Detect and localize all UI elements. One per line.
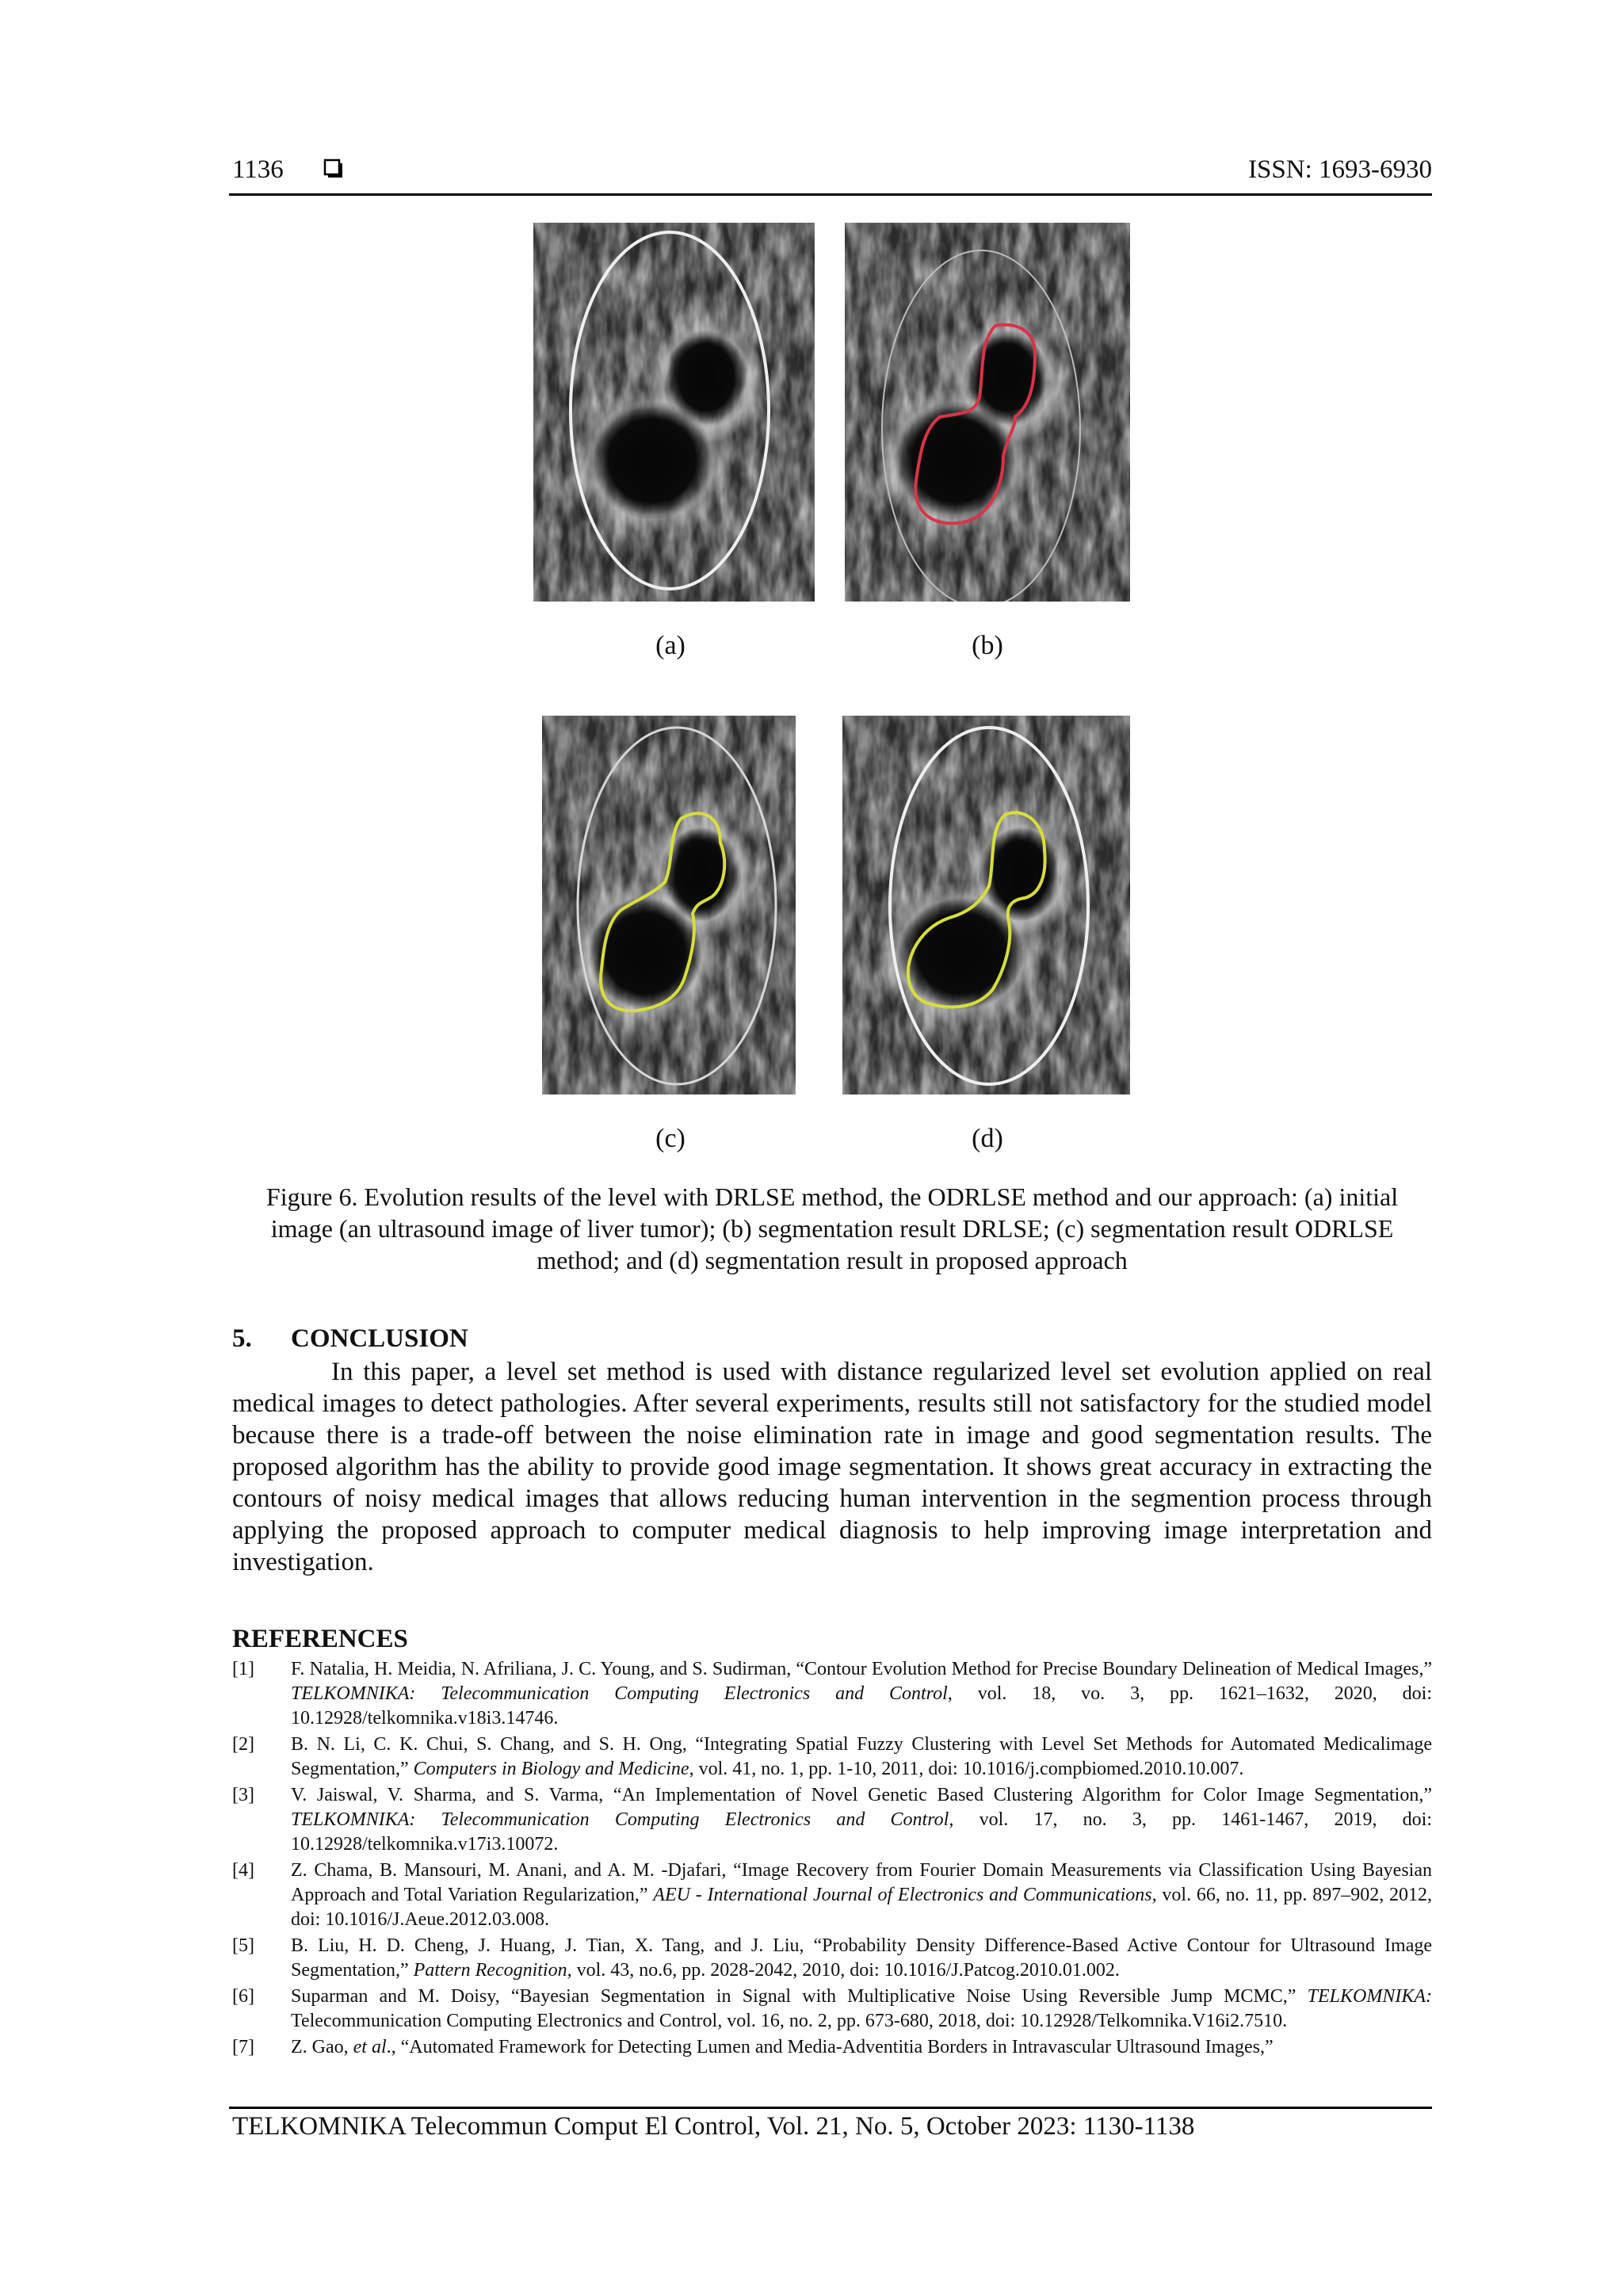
reference-item	[232, 1934, 1432, 1983]
issn: ISSN: 1693-6930	[1248, 155, 1432, 184]
references-heading: REFERENCES	[232, 1625, 408, 1653]
section-heading	[232, 1324, 468, 1354]
reference-item	[232, 2035, 1432, 2060]
page-number: 1136	[232, 155, 284, 184]
figure-caption: Figure 6. Evolution results of the level with DRLSE method, the ODRLSE method and our approach: (a) initial image (an ultrasound image of liver tumor); (b) segmentation result DRLSE; (c) segmentation result ODRLSE method; and (d) segmentation result in proposed approach	[265, 1182, 1399, 1274]
panel-label-a: (a)	[655, 631, 685, 660]
section-title: CONCLUSION	[291, 1324, 468, 1353]
reference-number: [2]	[232, 1734, 254, 1755]
reference-list	[232, 1657, 1432, 2061]
header-rule	[229, 193, 1432, 196]
figure-panel-b	[845, 223, 1130, 602]
figure-panel-a	[533, 223, 815, 602]
reference-text: B. N. Li, C. K. Chui, S. Chang, and S. H. Ong, “Integrating Spatial Fuzzy Clustering with Level Set Methods for Automated Medicalimage Segmentation,” Computers in Biology and Medicine, vol. 41, no. 1, pp. 1-10, 2011, doi: 10.1016/j.compbiomed.2010.10.007.	[291, 1734, 1432, 1779]
conclusion-paragraph: In this paper, a level set method is used with distance regularized level set evolution applied on real medical images to detect pathologies. After several experiments, results still not satisfactory for the studied model because there is a trade-off between the noise elimination rate in image and good segmentation results. The proposed algorithm has the ability to provide good image segmentation. It shows great accuracy in extracting the contours of noisy medical images that allows reducing human intervention in the segmention process through applying the proposed approach to computer medical diagnosis to help improving image interpretation and investigation.	[232, 1358, 1432, 1576]
reference-number: [3]	[232, 1785, 254, 1805]
reference-number: [4]	[232, 1860, 254, 1881]
reference-item	[232, 1657, 1432, 1731]
reference-number: [5]	[232, 1935, 254, 1956]
reference-text: F. Natalia, H. Meidia, N. Afriliana, J. C. Young, and S. Sudirman, “Contour Evolution Method for Precise Boundary Delineation of Medical Images,” TELKOMNIKA: Telecommunication Computing Electronics and Control, vol. 18, vo. 3, pp. 1621–1632, 2020, doi: 10.12928/telkomnika.v18i3.14746.	[291, 1659, 1432, 1729]
footer-rule	[229, 2107, 1432, 2109]
reference-text: Suparman and M. Doisy, “Bayesian Segmentation in Signal with Multiplicative Noise Using Reversible Jump MCMC,” TELKOMNIKA: Telecommunication Computing Electronics and Control, vol. 16, no. 2, pp. 673-680, 2018, doi: 10.12928/Telkomnika.V16i2.7510.	[291, 1986, 1432, 2031]
square-bullet-icon	[323, 159, 344, 179]
footer-citation: TELKOMNIKA Telecommun Comput El Control, Vol. 21, No. 5, October 2023: 1130-1138	[232, 2112, 1195, 2141]
reference-text: Z. Chama, B. Mansouri, M. Anani, and A. M. -Djafari, “Image Recovery from Fourier Domain Measurements via Classification Using Bayesian Approach and Total Variation Regularization,” AEU - International Journal of Electronics and Communications, vol. 66, no. 11, pp. 897–902, 2012, doi: 10.1016/J.Aeue.2012.03.008.	[291, 1860, 1432, 1930]
panel-label-b: (b)	[972, 631, 1003, 660]
reference-item	[232, 1783, 1432, 1857]
reference-number: [7]	[232, 2037, 254, 2057]
reference-text: V. Jaiswal, V. Sharma, and S. Varma, “An Implementation of Novel Genetic Based Clustering Algorithm for Color Image Segmentation,” TELKOMNIKA: Telecommunication Computing Electronics and Control, vol. 17, no. 3, pp. 1461-1467, 2019, doi: 10.12928/telkomnika.v17i3.10072.	[291, 1785, 1432, 1855]
reference-number: [1]	[232, 1659, 254, 1679]
reference-item	[232, 1733, 1432, 1782]
reference-text: B. Liu, H. D. Cheng, J. Huang, J. Tian, X. Tang, and J. Liu, “Probability Density Difference-Based Active Contour for Ultrasound Image Segmentation,” Pattern Recognition, vol. 43, no.6, pp. 2028-2042, 2010, doi: 10.1016/J.Patcog.2010.01.002.	[291, 1935, 1432, 1981]
reference-item	[232, 1859, 1432, 1932]
reference-text: Z. Gao, et al., “Automated Framework for Detecting Lumen and Media-Adventitia Borders in Intravascular Ultrasound Images,”	[291, 2037, 1274, 2057]
panel-label-d: (d)	[972, 1124, 1003, 1153]
figure-panel-c	[542, 716, 796, 1095]
panel-label-c: (c)	[655, 1124, 685, 1153]
section-number: 5.	[232, 1324, 252, 1353]
reference-item	[232, 1985, 1432, 2034]
figure-panel-d	[842, 716, 1130, 1095]
reference-number: [6]	[232, 1986, 254, 2007]
